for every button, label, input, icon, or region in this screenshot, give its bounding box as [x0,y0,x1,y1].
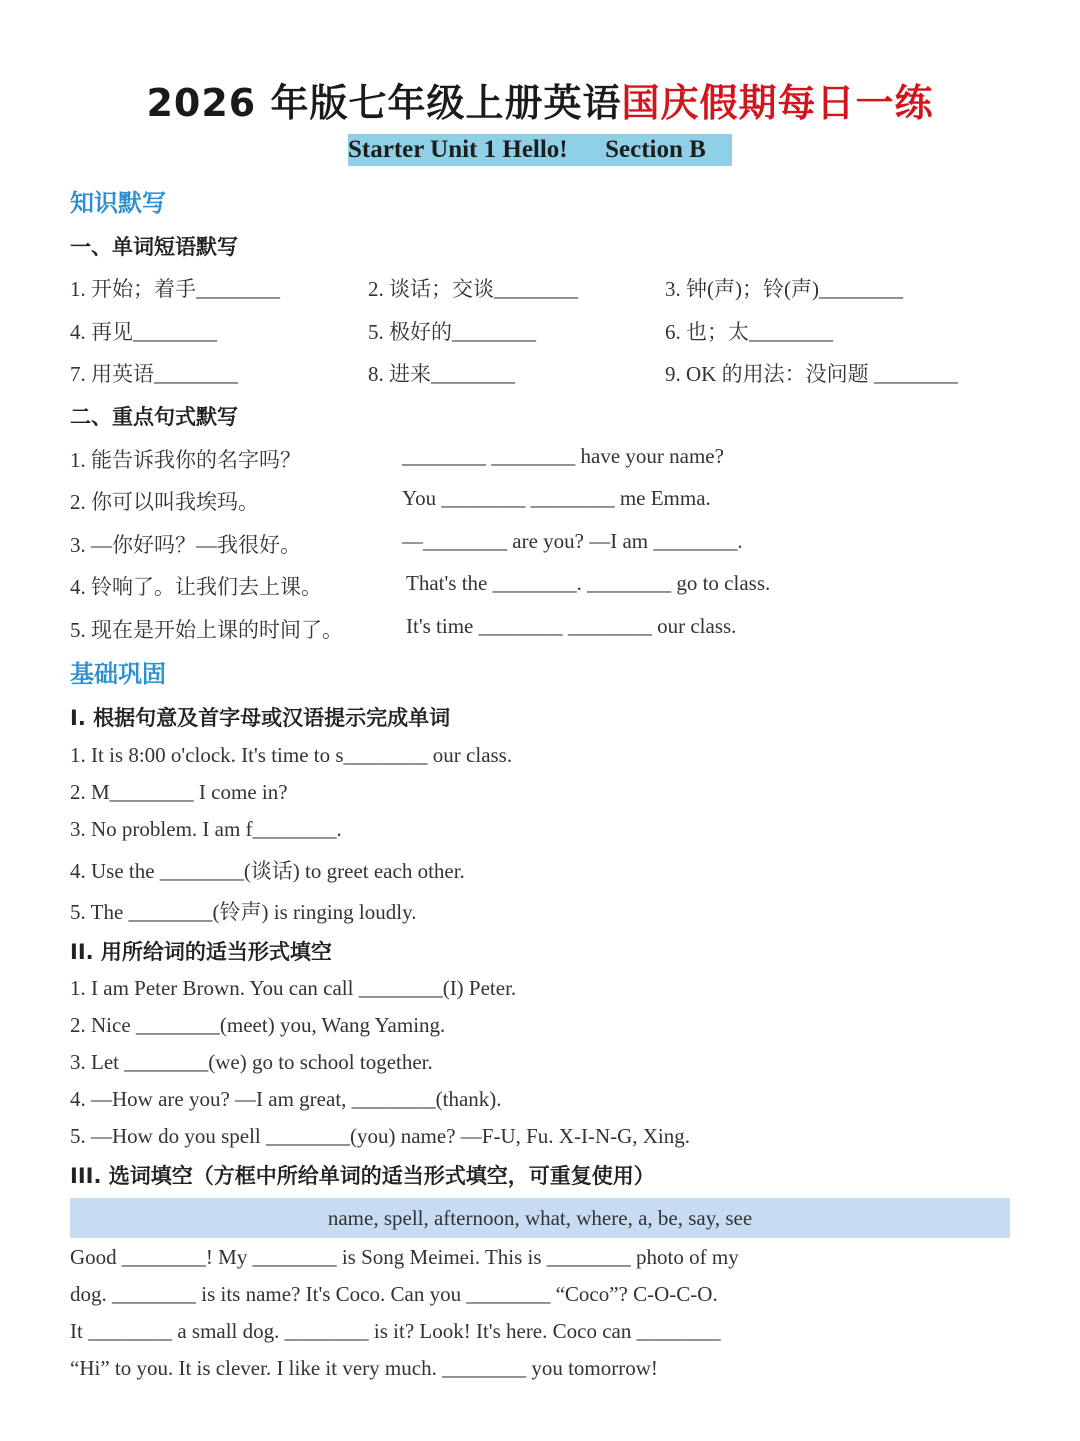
sentence-chinese: 1. 能告诉我你的名字吗？ [70,448,301,472]
section-heading-basics: 基础巩固 [70,660,166,688]
part-heading-ii: II. 用所给词的适当形式填空 [70,940,332,964]
sentence-english: It's time ________ ________ our class. [406,614,737,638]
word-item: 2. 谈话；交谈________ [368,277,578,301]
word-item: 5. 极好的________ [368,320,536,344]
sentence-english: ________ ________ have your name? [402,444,724,468]
exercise-item: 4. Use the ________(谈话) to greet each other. [70,859,465,883]
exercise-item: 1. It is 8:00 o'clock. It's time to s________ our class. [70,743,513,767]
exercise-item: 5. The ________(铃声) is ringing loudly. [70,900,417,924]
sentence-chinese: 3. —你好吗？—我很好。 [70,533,301,557]
section-heading-knowledge: 知识默写 [70,189,166,217]
word-box: name, spell, afternoon, what, where, a, be, say, see [70,1198,1010,1238]
word-item: 7. 用英语________ [70,362,238,386]
part-heading-i: I. 根据句意及首字母或汉语提示完成单词 [70,706,451,730]
sentence-chinese: 4. 铃响了。让我们去上课。 [70,575,322,599]
word-item: 9. OK 的用法：没问题 ________ [665,362,958,386]
word-item: 8. 进来________ [368,362,515,386]
exercise-item: 2. Nice ________(meet) you, Wang Yaming. [70,1013,446,1037]
word-item: 3. 钟(声)；铃(声)________ [665,277,903,301]
exercise-item: 2. M________ I come in? [70,780,288,804]
word-item: 1. 开始；着手________ [70,277,280,301]
sentence-english: That's the ________. ________ go to class. [406,571,771,595]
sentence-english: —________ are you? —I am ________. [402,529,743,553]
part-heading-iii: III. 选词填空（方框中所给单词的适当形式填空，可重复使用） [70,1164,655,1188]
title-highlight: 国庆假期每日一练 [621,81,934,125]
word-item: 6. 也；太________ [665,320,833,344]
title-main: 2026 年版七年级上册英语 [146,81,622,125]
exercise-item: 4. —How are you? —I am great, ________(thank). [70,1087,502,1111]
exercise-item: 3. Let ________(we) go to school together. [70,1050,433,1074]
sentence-english: You ________ ________ me Emma. [402,486,711,510]
passage-line: dog. ________ is its name? It's Coco. Can you ________ “Coco”? C-O-C-O. [70,1282,718,1306]
exercise-item: 5. —How do you spell ________(you) name? —F-U, Fu. X-I-N-G, Xing. [70,1124,691,1148]
part-heading-words: 一、单词短语默写 [70,235,238,259]
passage-line: “Hi” to you. It is clever. I like it very much. ________ you tomorrow! [70,1356,658,1380]
passage-line: Good ________! My ________ is Song Meimei. This is ________ photo of my [70,1245,739,1269]
part-heading-sentences: 二、重点句式默写 [70,405,238,429]
sentence-chinese: 5. 现在是开始上课的时间了。 [70,618,343,642]
passage-line: It ________ a small dog. ________ is it? Look! It's here. Coco can ________ [70,1319,721,1343]
page-title [0,72,1080,127]
exercise-item: 1. I am Peter Brown. You can call ________(I) Peter. [70,976,517,1000]
unit-subtitle: Starter Unit 1 Hello! Section B [348,134,732,166]
word-item: 4. 再见________ [70,320,217,344]
exercise-item: 3. No problem. I am f________. [70,817,342,841]
sentence-chinese: 2. 你可以叫我埃玛。 [70,490,259,514]
